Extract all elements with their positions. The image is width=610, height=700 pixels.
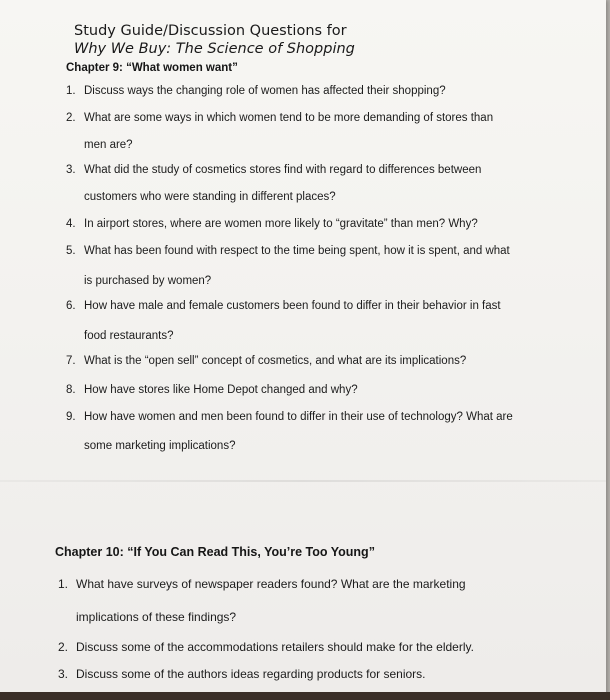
question-number: 6. — [66, 300, 76, 312]
question-number: 7. — [66, 355, 76, 367]
question-number: 2. — [58, 640, 69, 654]
question-text: What have surveys of newspaper readers found? What are the marketing — [76, 577, 466, 591]
question-number: 1. — [58, 577, 69, 591]
question-number: 3. — [66, 164, 76, 176]
question-text: Discuss some of the authors ideas regarding products for seniors. — [76, 667, 426, 681]
chapter-10-heading: Chapter 10: “If You Can Read This, You’re Too Young” — [55, 545, 375, 559]
question-text-continued: some marketing implications? — [84, 440, 236, 452]
question-text: What are some ways in which women tend to be more demanding of stores than — [84, 112, 494, 124]
question-text-continued: is purchased by women? — [84, 275, 212, 287]
question-text: How have stores like Home Depot changed and why? — [84, 384, 358, 396]
table-surface-edge — [0, 692, 610, 700]
document-title-line-2: Why We Buy: The Science of Shopping — [74, 41, 355, 57]
question-text: How have women and men been found to differ in their use of technology? What are — [84, 411, 513, 423]
chapter-9-heading: Chapter 9: “What women want” — [66, 62, 238, 74]
question-number: 2. — [66, 112, 76, 124]
question-text: In airport stores, where are women more likely to “gravitate” than men? Why? — [84, 218, 478, 230]
question-text: What has been found with respect to the time being spent, how it is spent, and what — [84, 245, 510, 257]
question-number: 9. — [66, 411, 76, 423]
question-text: How have male and female customers been found to differ in their behavior in fast — [84, 300, 501, 312]
question-text-continued: customers who were standing in different places? — [84, 191, 336, 203]
question-text: Discuss some of the accommodations retailers should make for the elderly. — [76, 640, 474, 654]
question-text-continued: implications of these findings? — [76, 610, 237, 624]
question-text-continued: food restaurants? — [84, 330, 174, 342]
question-number: 3. — [58, 667, 69, 681]
document-title-line-1: Study Guide/Discussion Questions for — [74, 23, 347, 39]
question-number: 4. — [66, 218, 76, 230]
question-number: 1. — [66, 85, 76, 97]
question-text: What is the “open sell” concept of cosmetics, and what are its implications? — [84, 355, 467, 367]
paper-fold — [0, 480, 606, 482]
question-number: 5. — [66, 245, 76, 257]
question-text-continued: men are? — [84, 139, 133, 151]
question-text: What did the study of cosmetics stores find with regard to differences between — [84, 164, 482, 176]
question-text: Discuss ways the changing role of women has affected their shopping? — [84, 85, 446, 97]
question-number: 8. — [66, 384, 76, 396]
